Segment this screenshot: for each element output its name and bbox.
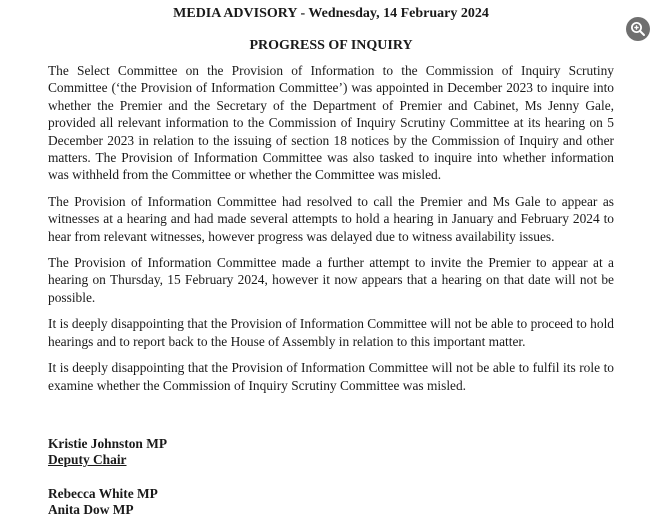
media-advisory-document xyxy=(48,0,614,518)
signatory-name: Kristie Johnston MP xyxy=(48,435,168,451)
signatory-name-2: Rebecca White MP xyxy=(48,485,158,501)
paragraph-5: It is deeply disappointing that the Provision of Information Committee will not be able to fulfil its role to examine whether the Commission of Inquiry Scrutiny Committee was misled. xyxy=(48,360,614,393)
zoom-in-button[interactable] xyxy=(626,17,650,41)
paragraph-1: The Select Committee on the Provision of Information to the Commission of Inquiry Scrutiny Committee (‘the Provision of Information Committee’) was appointed in December 2023 to inquire into whether the Premier and the Secretary of the Department of Premier and Cabinet, Ms Jenny Gale, provided all relevant information to the Commission of Inquiry Scrutiny Committee at its hearing on 5 December 2023 in relation to the issuing of section 18 notices by the Commission of Inquiry and other matters. The Provision of Information Committee was also tasked to inquire into whether information was withheld from the Committee or whether the Committee was misled. xyxy=(48,63,614,183)
advisory-header: MEDIA ADVISORY - Wednesday, 14 February 2024 xyxy=(173,6,489,21)
signatory-role: Deputy Chair xyxy=(48,451,127,467)
advisory-title: PROGRESS OF INQUIRY xyxy=(249,38,413,53)
zoom-in-icon xyxy=(630,21,646,37)
paragraph-4: It is deeply disappointing that the Provision of Information Committee will not be able to proceed to hold hearings and to report back to the House of Assembly in relation to this important matter. xyxy=(48,316,614,349)
signatory-name-3: Anita Dow MP xyxy=(48,501,134,517)
paragraph-3: The Provision of Information Committee made a further attempt to invite the Premier to appear at a hearing on Thursday, 15 February 2024, however it now appears that a hearing on that date will not be possible. xyxy=(48,255,614,305)
paragraph-2: The Provision of Information Committee had resolved to call the Premier and Ms Gale to appear as witnesses at a hearing and had made several attempts to hold a hearing in January and February 2024 to hear from relevant witnesses, however progress was delayed due to witness availability issues. xyxy=(48,193,614,244)
